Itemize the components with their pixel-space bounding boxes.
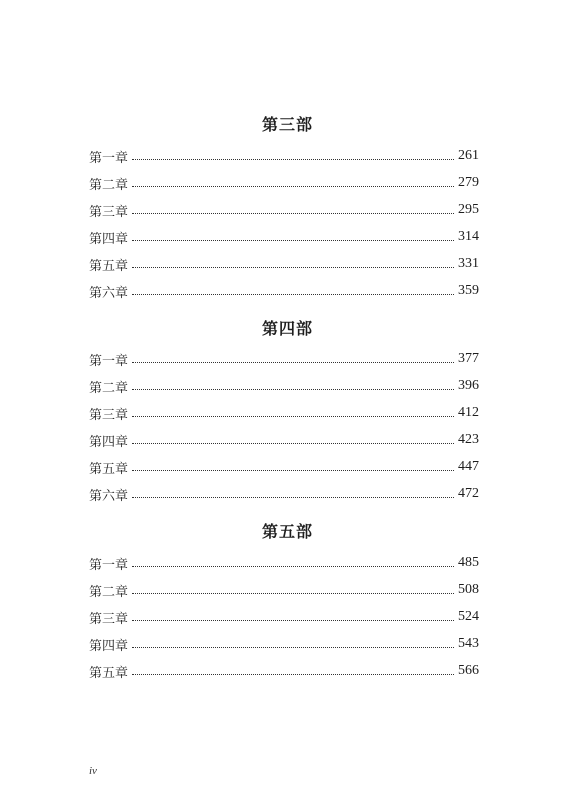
- chapter-label: 第六章: [89, 488, 129, 504]
- page-number: 485: [458, 555, 479, 570]
- page-number: 396: [458, 378, 479, 393]
- dot-leader: [132, 267, 454, 268]
- dot-leader: [132, 416, 454, 417]
- chapter-label: 第六章: [89, 285, 129, 301]
- chapter-label: 第二章: [89, 380, 129, 396]
- toc-entry[interactable]: [89, 635, 479, 653]
- toc-entry[interactable]: [89, 431, 479, 449]
- toc-entry[interactable]: [89, 147, 479, 165]
- chapter-label: 第五章: [89, 258, 129, 274]
- chapter-label: 第二章: [89, 177, 129, 193]
- chapter-label: 第一章: [89, 353, 129, 369]
- page-number: 524: [458, 609, 479, 624]
- dot-leader: [132, 593, 454, 594]
- part-title: 第五部: [261, 522, 313, 541]
- toc-entry[interactable]: [89, 581, 479, 599]
- toc-entry[interactable]: [89, 458, 479, 476]
- toc-entry[interactable]: [89, 608, 479, 626]
- toc-entry[interactable]: [89, 404, 479, 422]
- dot-leader: [132, 620, 454, 621]
- chapter-label: 第一章: [89, 150, 129, 166]
- page-number: 261: [458, 148, 479, 163]
- chapter-label: 第四章: [89, 638, 129, 654]
- page-number: 566: [458, 663, 479, 678]
- toc-entry[interactable]: [89, 174, 479, 192]
- dot-leader: [132, 186, 454, 187]
- page-number: 331: [458, 256, 479, 271]
- dot-leader: [132, 647, 454, 648]
- page-number: 543: [458, 636, 479, 651]
- chapter-label: 第一章: [89, 557, 129, 573]
- page-number: 377: [458, 351, 479, 366]
- toc-entry[interactable]: [89, 554, 479, 572]
- dot-leader: [132, 470, 454, 471]
- toc-entry[interactable]: [89, 485, 479, 503]
- page-number: 314: [458, 229, 479, 244]
- chapter-label: 第四章: [89, 434, 129, 450]
- page-number: 472: [458, 486, 479, 501]
- dot-leader: [132, 213, 454, 214]
- dot-leader: [132, 362, 454, 363]
- chapter-label: 第二章: [89, 584, 129, 600]
- page-folio: iv: [89, 765, 97, 777]
- page-number: 295: [458, 202, 479, 217]
- dot-leader: [132, 159, 454, 160]
- chapter-label: 第三章: [89, 204, 129, 220]
- toc-entry[interactable]: [89, 255, 479, 273]
- page-number: 423: [458, 432, 479, 447]
- chapter-label: 第三章: [89, 611, 129, 627]
- page-number: 412: [458, 405, 479, 420]
- page-number: 447: [458, 459, 479, 474]
- toc-entry[interactable]: [89, 377, 479, 395]
- chapter-label: 第五章: [89, 461, 129, 477]
- toc-entry[interactable]: [89, 201, 479, 219]
- chapter-label: 第五章: [89, 665, 129, 681]
- dot-leader: [132, 566, 454, 567]
- chapter-label: 第四章: [89, 231, 129, 247]
- page-number: 508: [458, 582, 479, 597]
- toc-entry[interactable]: [89, 282, 479, 300]
- chapter-label: 第三章: [89, 407, 129, 423]
- page-number: 359: [458, 283, 479, 298]
- dot-leader: [132, 443, 454, 444]
- page-number: 279: [458, 175, 479, 190]
- dot-leader: [132, 674, 454, 675]
- toc-entry[interactable]: [89, 662, 479, 680]
- dot-leader: [132, 240, 454, 241]
- toc-entry[interactable]: [89, 350, 479, 368]
- dot-leader: [132, 294, 454, 295]
- toc-entry[interactable]: [89, 228, 479, 246]
- part-title: 第四部: [261, 319, 313, 338]
- part-title: 第三部: [261, 115, 313, 134]
- dot-leader: [132, 497, 454, 498]
- dot-leader: [132, 389, 454, 390]
